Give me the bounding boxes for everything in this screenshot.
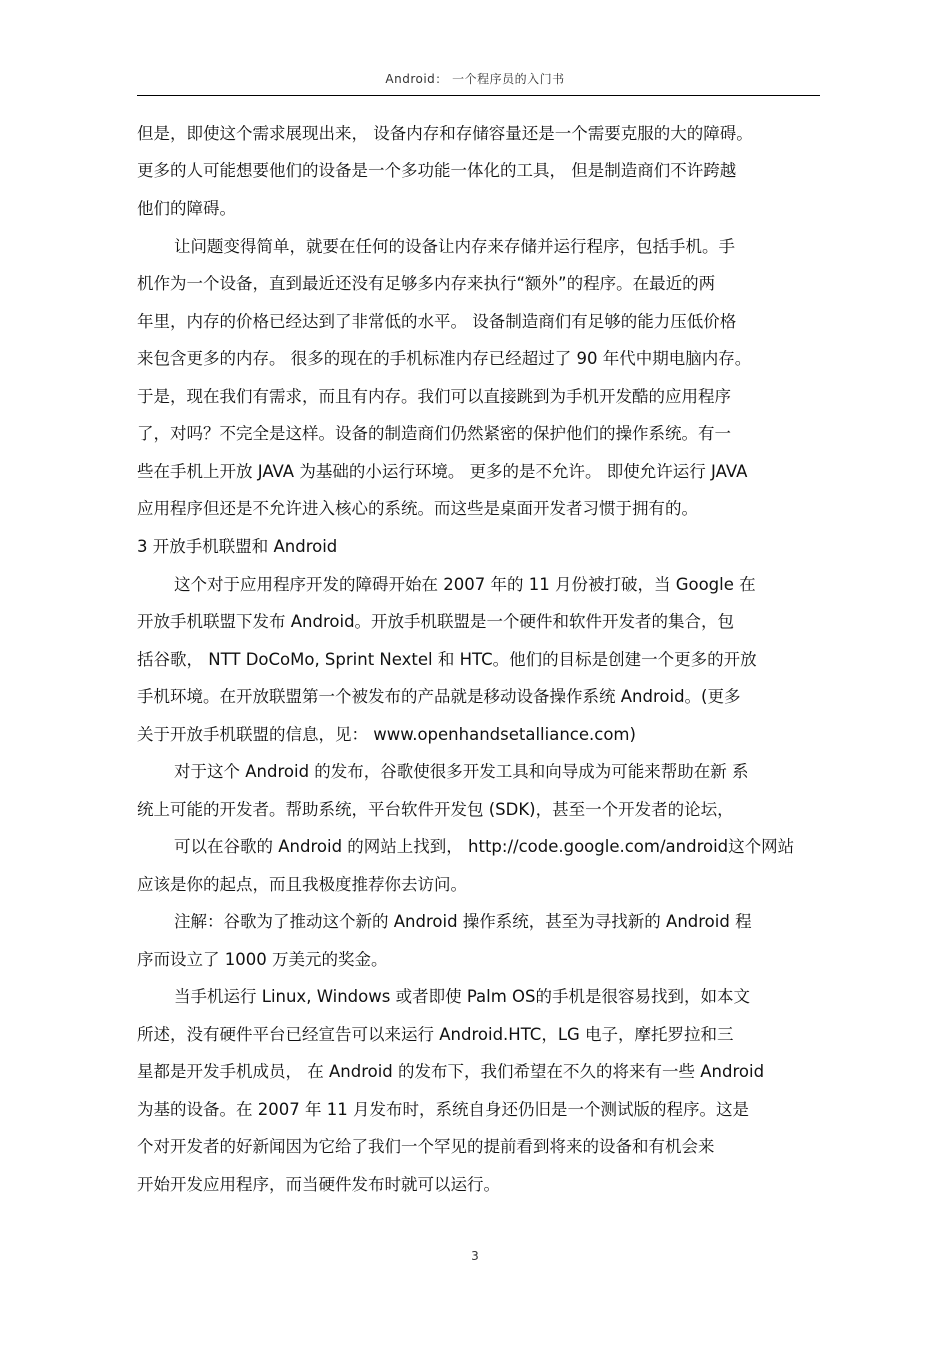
body-line: 些在手机上开放 JAVA 为基础的小运行环境。 更多的是不允许。 即使允许运行 JAVA	[137, 462, 748, 481]
body-line: 手机环境。在开放联盟第一个被发布的产品就是移动设备操作系统 Android。(更多	[137, 687, 741, 706]
body-line: 年里，内存的价格已经达到了非常低的水平。 设备制造商们有足够的能力压低价格	[137, 312, 737, 331]
body-line: 但是，即使这个需求展现出来， 设备内存和存储容量还是一个需要克服的大的障碍。	[137, 124, 753, 143]
body-line: 这个对于应用程序开发的障碍开始在 2007 年的 11 月份被打破，当 Google 在	[174, 575, 756, 594]
body-line: 开放手机联盟下发布 Android。开放手机联盟是一个硬件和软件开发者的集合，包	[137, 612, 735, 631]
body-line: 所述，没有硬件平台已经宣告可以来运行 Android.HTC，LG 电子，摩托罗拉和三	[137, 1025, 734, 1044]
running-header: Android： 一个程序员的入门书	[385, 72, 565, 86]
body-line: 统上可能的开发者。帮助系统，平台软件开发包 (SDK)，甚至一个开发者的论坛，	[137, 800, 734, 819]
body-line: 让问题变得简单，就要在任何的设备让内存来存储并运行程序，包括手机。手	[174, 237, 735, 256]
page-number: 3	[471, 1249, 479, 1263]
note-line: 注解：谷歌为了推动这个新的 Android 操作系统，甚至为寻找新的 Android 程	[174, 912, 752, 931]
section-heading: 3 开放手机联盟和 Android	[137, 537, 338, 556]
body-line: 更多的人可能想要他们的设备是一个多功能一体化的工具， 但是制造商们不许跨越	[137, 161, 737, 180]
body-line: 来包含更多的内存。 很多的现在的手机标准内存已经超过了 90 年代中期电脑内存。	[137, 349, 752, 368]
body-line: 为基的设备。在 2007 年 11 月发布时，系统自身还仍旧是一个测试版的程序。这是	[137, 1100, 749, 1119]
header-divider	[137, 95, 820, 96]
body-line: 对于这个 Android 的发布，谷歌使很多开发工具和向导成为可能来帮助在新 系	[174, 762, 749, 781]
body-line: 括谷歌， NTT DoCoMo, Sprint Nextel 和 HTC。他们的目标是创建一个更多的开放	[137, 650, 757, 669]
body-line: 机作为一个设备，直到最近还没有足够多内存来执行“额外”的程序。在最近的两	[137, 274, 716, 293]
body-line: 可以在谷歌的 Android 的网站上找到， http://code.google.com/android这个网站	[174, 837, 795, 856]
body-line: 应用程序但还是不允许进入核心的系统。而这些是桌面开发者习惯于拥有的。	[137, 499, 698, 518]
body-line: 开始开发应用程序，而当硬件发布时就可以运行。	[137, 1175, 500, 1194]
body-line: 个对开发者的好新闻因为它给了我们一个罕见的提前看到将来的设备和有机会来	[137, 1137, 715, 1156]
body-line: 了，对吗？不完全是这样。设备的制造商们仍然紧密的保护他们的操作系统。有一	[137, 424, 731, 443]
body-line: 星都是开发手机成员， 在 Android 的发布下，我们希望在不久的将来有一些 Android	[137, 1062, 765, 1081]
body-line: 他们的障碍。	[137, 199, 236, 218]
note-line: 序而设立了 1000 万美元的奖金。	[137, 950, 388, 969]
body-line: 当手机运行 Linux, Windows 或者即使 Palm OS的手机是很容易找到，如本文	[174, 987, 751, 1006]
body-line: 关于开放手机联盟的信息，见： www.openhandsetalliance.com)	[137, 725, 636, 744]
body-line: 于是，现在我们有需求，而且有内存。我们可以直接跳到为手机开发酷的应用程序	[137, 387, 731, 406]
body-line: 应该是你的起点，而且我极度推荐你去访问。	[137, 875, 467, 894]
